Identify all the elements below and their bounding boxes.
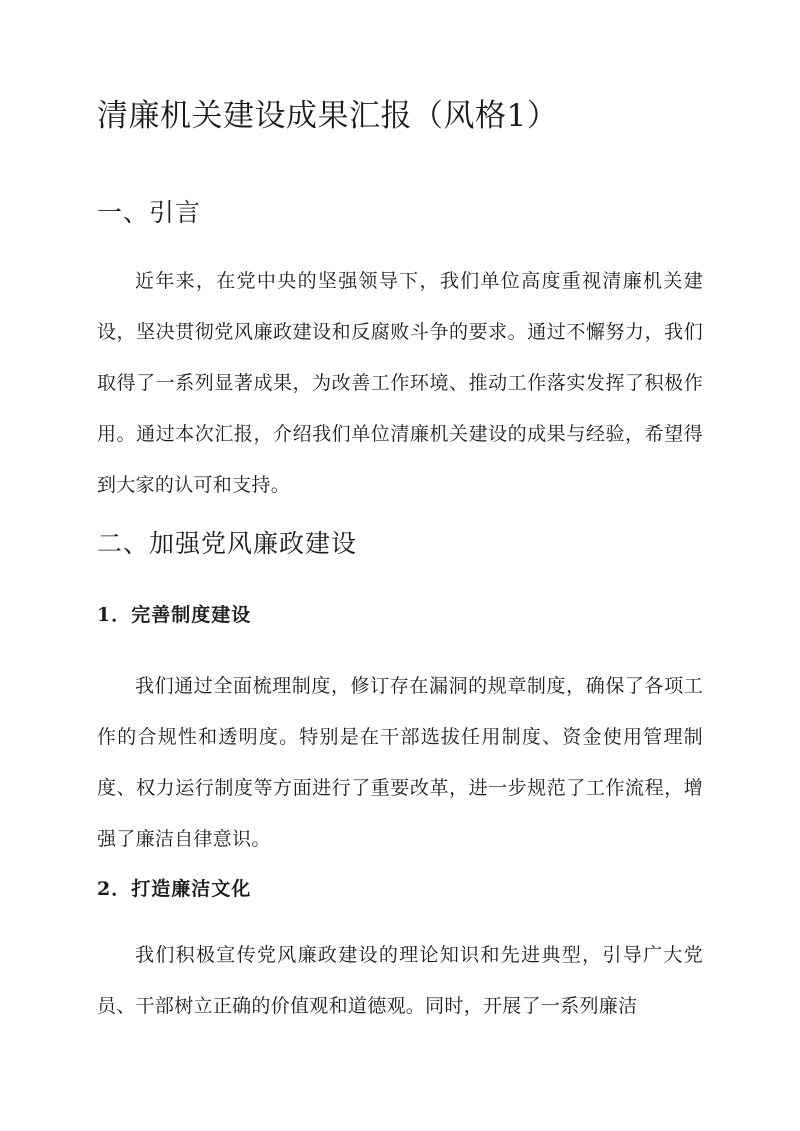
- subsection-heading-system-building: 1．完善制度建设: [97, 604, 252, 626]
- introduction-paragraph: 近年来，在党中央的坚强领导下，我们单位高度重视清廉机关建设，坚决贯彻党风廉政建设和反腐败斗争的要求。通过不懈努力，我们取得了一系列显著成果，为改善工作环境、推动工作落实发挥了积极作用。通过本次汇报，介绍我们单位清廉机关建设的成果与经验，希望得到大家的认可和支持。: [97, 270, 703, 496]
- subsection-heading-integrity-culture: 2．打造廉洁文化: [97, 878, 252, 900]
- system-building-paragraph: 我们通过全面梳理制度，修订存在漏洞的规章制度，确保了各项工作的合规性和透明度。特别是在干部选拔任用制度、资金使用管理制度、权力运行制度等方面进行了重要改革，进一步规范了工作流程，增强了廉洁自律意识。: [97, 675, 703, 850]
- integrity-culture-paragraph: 我们积极宣传党风廉政建设的理论知识和先进典型，引导广大党员、干部树立正确的价值观和道德观。同时，开展了一系列廉洁: [97, 944, 703, 1017]
- document-title: 清廉机关建设成果汇报（风格1）: [97, 98, 559, 134]
- section-heading-party-conduct: 二、加强党风廉政建设: [97, 529, 358, 558]
- section-heading-introduction: 一、引言: [97, 198, 202, 227]
